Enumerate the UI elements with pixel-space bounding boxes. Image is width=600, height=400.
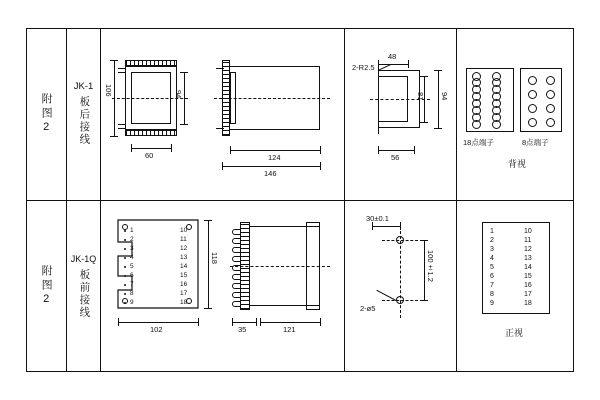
terminal-8-5[interactable] [546,76,555,85]
front-num-left-4: 4 [130,254,134,261]
term-num-r-17: 17 [524,291,532,298]
front-view-tick-b [118,72,126,73]
dim-94-cutout: 94 [440,92,449,101]
dim-tick-81-b [420,122,428,123]
dim-106: 106 [104,84,113,97]
dim-tick-102-a [118,318,119,326]
dim-tick-35-a [232,318,233,326]
dim-tick-94b-b [434,128,442,129]
dim-tick-56-a [378,146,379,154]
dim-tick-94-a [180,72,188,73]
dim-line-100 [424,240,425,300]
terminal-8-2[interactable] [528,90,537,99]
row-top-desc: 板后接线 [78,96,91,147]
dim-line-106 [114,60,115,136]
row-bottom-col1: 附图2 [40,265,53,308]
hole-bottom [396,296,404,304]
side-stub-5 [232,265,241,271]
front-num-left-2: 2 [130,236,134,243]
dim-tick-30-a [372,222,373,230]
note-holes: 2-ø5 [360,304,376,313]
term-num-r-16: 16 [524,282,532,289]
dim-line-56 [378,150,414,151]
term-num-l-5: 5 [490,264,494,271]
terminal-8-3[interactable] [528,104,537,113]
dim-tick-146-a [222,162,223,170]
side-stub-7 [232,283,241,289]
side-view-tick-a [216,68,224,69]
term-num-l-7: 7 [490,282,494,289]
row-bottom-desc: 板前接线 [78,268,91,319]
front-num-right-13: 13 [180,254,188,261]
dim-line-60 [131,148,171,149]
dim-line-146 [222,166,320,167]
dim-124: 124 [268,153,281,162]
dim-line-118 [208,220,209,308]
side-view-centerline-bottom [230,266,330,267]
dim-118: 118 [210,252,219,264]
row-top-col2 [67,28,100,200]
hole-top [396,236,404,244]
term-num-r-11: 11 [524,237,532,244]
front-view-tick-d [118,128,126,129]
front-num-left-3: 3 [130,245,134,252]
row-bottom-model: JK-1Q [70,254,97,265]
term-num-l-8: 8 [490,291,494,298]
side-stub-8 [232,292,241,298]
cutout-top-edge [378,64,379,134]
side-view-centerline [214,98,330,99]
dim-tick-94-b [180,124,188,125]
front-num-right-10: 10 [180,227,188,234]
dim-30: 30±0.1 [366,214,389,223]
term-num-l-4: 4 [490,255,494,262]
dim-tick-106-a [110,60,118,61]
dim-102: 102 [150,325,163,334]
term-num-r-10: 10 [524,228,532,235]
front-view-outline-bottom [112,218,204,310]
side-stub-6 [232,274,241,280]
term-num-l-1: 1 [490,228,494,235]
dim-tick-60-b [171,144,172,152]
dim-tick-106-b [110,136,118,137]
front-num-left-9: 9 [130,299,134,306]
front-view-tick-a [118,68,126,69]
dim-line-94b [438,70,439,128]
dim-line-30 [372,226,400,227]
side-stub-3 [232,247,241,253]
dim-48: 48 [388,52,397,61]
terminal-8-7[interactable] [546,104,555,113]
dim-tick-81-a [420,76,428,77]
dim-line-102 [118,322,198,323]
term-num-l-6: 6 [490,273,494,280]
dim-121: 121 [283,325,296,334]
dim-line-94 [184,72,185,124]
note-r25: 2-R2.5 [352,63,375,72]
side-stub-2 [232,238,241,244]
dim-tick-100-a [420,240,428,241]
dim-line-121 [260,322,320,323]
dim-tick-100-b [420,300,428,301]
row-top-model: JK-1 [73,80,94,92]
terminal-view-caption-bottom: 正视 [505,328,524,338]
term-num-r-14: 14 [524,264,532,271]
terminal-8-6[interactable] [546,90,555,99]
front-num-left-7: 7 [130,281,134,288]
dim-line-48 [378,64,408,65]
dim-tick-102-b [198,318,199,326]
front-num-right-17: 17 [180,290,188,297]
front-num-right-16: 16 [180,281,188,288]
front-view-bottom-flange [125,130,177,136]
dim-tick-94b-a [434,70,442,71]
front-num-right-12: 12 [180,245,188,252]
terminal-8-1[interactable] [528,76,537,85]
dim-35: 35 [238,325,247,334]
front-num-right-15: 15 [180,272,188,279]
row-bottom-col2 [67,201,100,372]
front-num-left-1: 1 [130,227,134,234]
dim-tick-35-b [256,318,257,326]
front-num-left-5: 5 [130,263,134,270]
dim-146: 146 [264,169,277,178]
dim-tick-121-b [320,318,321,326]
terminal-8-label: 8点端子 [522,138,549,147]
term-num-r-15: 15 [524,273,532,280]
dim-tick-121-a [260,318,261,326]
term-num-r-18: 18 [524,300,532,307]
dim-tick-146-b [320,162,321,170]
dim-56: 56 [391,153,400,162]
grid-hline-mid [26,200,574,201]
term-num-l-3: 3 [490,246,494,253]
dim-line-35 [232,322,256,323]
term-num-l-2: 2 [490,237,494,244]
term-num-l-9: 9 [490,300,494,307]
side-stub-9 [232,301,241,307]
front-num-left-6: 6 [130,272,134,279]
dim-tick-118-b [204,308,212,309]
terminal-8-8[interactable] [546,118,555,127]
row-top-col1: 附图2 [40,92,53,136]
front-view-tick-c [118,124,126,125]
front-num-right-18: 18 [180,299,188,306]
dim-tick-124-b [320,146,321,154]
dim-60: 60 [145,151,154,160]
dim-tick-30-b [400,222,401,230]
terminal-18-17[interactable] [492,120,501,129]
dim-81: 81 [416,92,425,101]
terminal-18-8[interactable] [472,120,481,129]
front-num-right-14: 14 [180,263,188,270]
front-num-right-11: 11 [180,236,187,243]
term-num-r-12: 12 [524,246,532,253]
dim-tick-118-a [204,220,212,221]
terminal-panel-8 [520,68,562,132]
dim-tick-60-a [131,144,132,152]
dim-100: 100±1.2 [426,250,435,282]
terminal-view-caption-top: 背视 [508,159,527,169]
term-num-r-13: 13 [524,255,532,262]
dim-tick-56-b [414,146,415,154]
dim-tick-48-b [408,60,409,68]
dim-tick-48-a [378,60,379,68]
side-view-tick-b [216,128,224,129]
front-num-left-8: 8 [130,290,134,297]
dim-line-124 [230,150,320,151]
side-stub-1 [232,229,241,235]
front-view-top-flange [125,60,177,66]
terminal-8-4[interactable] [528,118,537,127]
terminal-18-label: 18点端子 [463,138,494,147]
dim-tick-124-a [230,146,231,154]
dim-94-front: 94 [174,90,183,99]
side-stub-4 [232,256,241,262]
